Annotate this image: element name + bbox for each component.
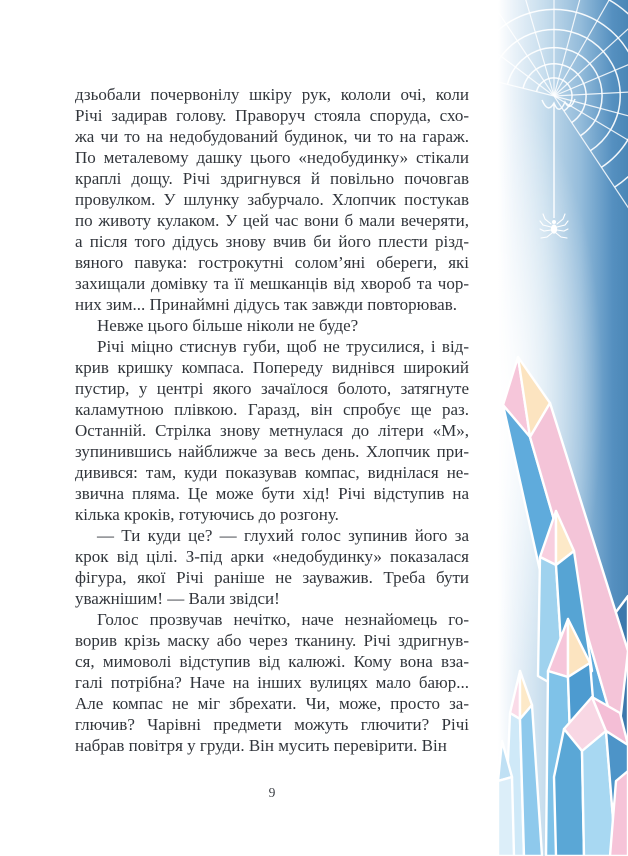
text-line: Невже цього більше ніколи не буде? [97,316,359,335]
text-line: ворив крізь маску або через тканину. Річі здригнув- [75,631,469,650]
crystals-icon [498,341,628,856]
text-line: а після того дідусь знову вчив би його плести різд- [75,232,469,251]
text-line: глючив? Чарівні предмети можуть глючити? Річі [75,715,469,734]
text-line: галі потрібна? Наче на інших вулицях мало баюр... [75,673,469,692]
text-line: краплі дощу. Річі здригнувся й повільно почовгав [75,169,469,188]
decor-band [498,0,628,856]
text-line: зупинившись найближче за весь день. Хлопчик при- [75,442,469,461]
text-line: вяного павука: гострокутні солом’яні обереги, які [75,253,469,272]
text-line: фігура, якої Річі раніше не зауважив. Треба бути [75,568,469,587]
text-line: набрав повітря у груди. Він мусить перевірити. Він [75,736,447,755]
text-line: захищали домівку та її мешканців від хвороб та чор- [75,274,469,293]
text-line: Але компас не міг збрехати. Чи, може, просто за- [75,694,469,713]
text-line: Останній. Стрілка знову метнулася до літери «М», [75,421,469,440]
text-line: уважнішим! — Вали звідси! [75,589,280,608]
text-line: дзьобали почервонілу шкіру рук, кололи очі, коли [75,85,469,104]
page-number: 9 [268,785,276,800]
text-line: по животу кулаком. У цей час вони б мали вечеряти, [75,211,469,230]
text-line: провулком. У шлунку забурчало. Хлопчик постукав [75,190,469,209]
text-column [75,84,469,756]
text-line: каламутною плівкою. Гаразд, він спробує ще раз. [75,400,469,419]
text-line: Річі міцно стиснув губи, щоб не трусилися, і від- [97,337,469,356]
text-line: крив кришку компаса. Попереду виднівся широкий [75,358,469,377]
spider-web-icon [498,0,628,400]
text-line: По металевому дашку цього «недобудинку» стікали [75,148,469,167]
text-line: жа чи то на недобудований будинок, чи то на гараж. [75,127,469,146]
text-line: Річі задирав голову. Праворуч стояла споруда, схо- [75,106,469,125]
text-line: кілька кроків, готуючись до розгону. [75,505,339,524]
text-line: дивився: там, куди показував компас, виднілася не- [75,463,469,482]
text-line: них зим... Принаймні дідусь так завжди повторював. [75,295,457,314]
text-line: Голос прозвучав нечітко, наче незнайомець го- [97,610,469,629]
text-line: крок від цілі. З-під арки «недобудинку» показалася [75,547,469,566]
text-line: ся, мимоволі відступив від калюжі. Кому вона вза- [75,652,469,671]
text-line: — Ти куди це? — глухий голос зупинив його за [97,526,469,545]
spider-icon [540,104,568,238]
text-line: звична пляма. Це може бути хід! Річі відступив на [75,484,469,503]
text-line: пустир, у центрі якого зачаїлося болото, затягнуте [75,379,469,398]
